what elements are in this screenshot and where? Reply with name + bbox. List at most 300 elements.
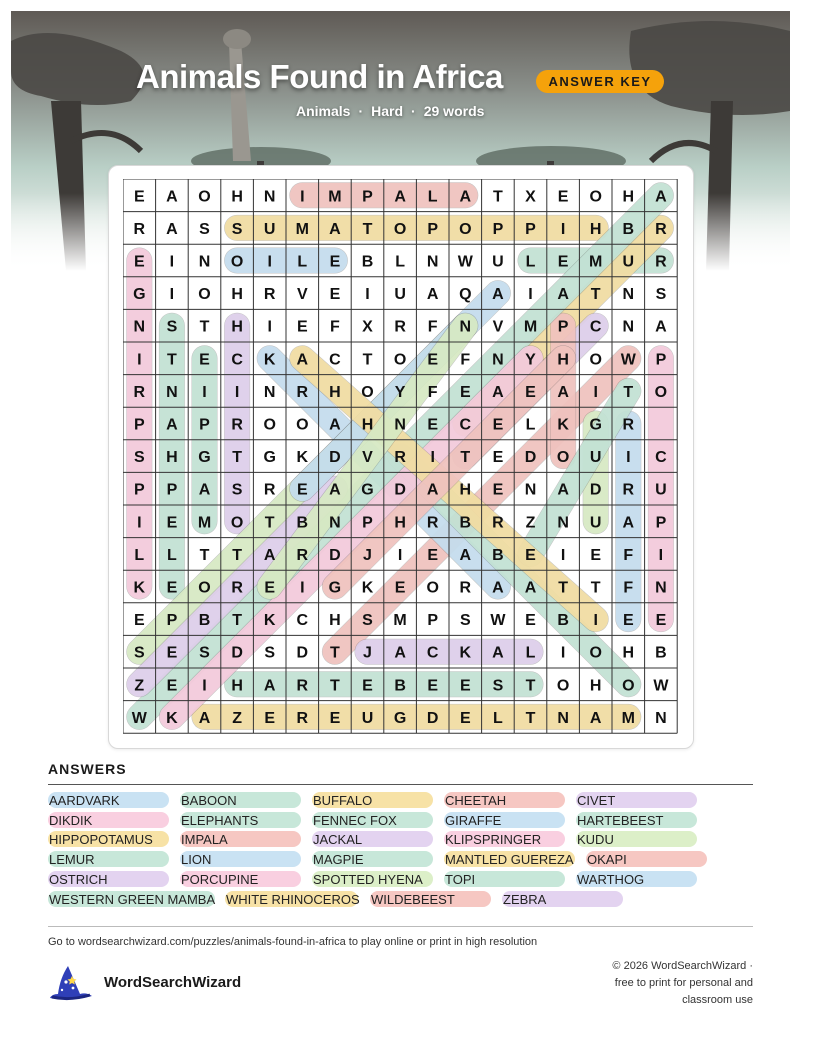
answer-word: PORCUPINE bbox=[180, 871, 301, 887]
grid-letter: E bbox=[525, 612, 536, 630]
grid-letter: O bbox=[198, 286, 211, 304]
grid-letter: E bbox=[329, 286, 341, 304]
grid-letter: O bbox=[589, 351, 602, 369]
grid-letter: N bbox=[133, 318, 146, 336]
grid-letter: P bbox=[362, 188, 373, 206]
grid-letter: G bbox=[361, 481, 374, 499]
difficulty-label: Hard bbox=[371, 103, 404, 119]
grid-letter: E bbox=[329, 253, 341, 271]
answer-word: LEMUR bbox=[48, 851, 169, 867]
grid-letter: A bbox=[394, 644, 406, 662]
grid-letter: E bbox=[394, 579, 406, 597]
grid-letter: T bbox=[232, 449, 242, 467]
grid-letter: V bbox=[492, 318, 504, 336]
answer-word: BABOON bbox=[180, 792, 301, 808]
grid-letter: T bbox=[493, 188, 503, 206]
grid-letter: T bbox=[590, 579, 601, 597]
grid-letter: P bbox=[166, 481, 178, 499]
grid-letter: C bbox=[329, 351, 341, 369]
grid-letter: F bbox=[623, 579, 634, 597]
grid-letter: E bbox=[264, 709, 276, 727]
grid-letter: O bbox=[230, 253, 244, 271]
grid-letter: S bbox=[655, 286, 667, 304]
copyright-line-1: © 2026 WordSearchWizard · bbox=[612, 960, 753, 972]
grid-letter: R bbox=[426, 514, 439, 532]
grid-letter: A bbox=[459, 546, 472, 564]
grid-letter: R bbox=[622, 481, 635, 499]
grid-letter: N bbox=[329, 514, 341, 532]
answer-word: ELEPHANTS bbox=[180, 812, 301, 828]
grid-letter: R bbox=[296, 546, 309, 564]
grid-letter: E bbox=[133, 188, 145, 206]
grid-letter: E bbox=[459, 677, 471, 695]
grid-letter: A bbox=[166, 220, 178, 238]
grid-letter: A bbox=[655, 188, 667, 206]
grid-letter: L bbox=[525, 416, 536, 434]
grid-letter: B bbox=[492, 546, 504, 564]
grid-letter: A bbox=[655, 318, 667, 336]
grid-letter: I bbox=[397, 546, 403, 564]
grid-letter: E bbox=[427, 546, 439, 564]
answer-key-badge: ANSWER KEY bbox=[536, 70, 664, 93]
grid-letter: H bbox=[231, 318, 243, 336]
grid-letter: H bbox=[622, 188, 635, 206]
grid-letter: C bbox=[589, 318, 602, 336]
grid-letter: E bbox=[492, 481, 504, 499]
answer-word: BUFFALO bbox=[312, 792, 433, 808]
grid-letter: R bbox=[231, 579, 243, 597]
grid-letter: A bbox=[329, 481, 341, 499]
grid-letter: F bbox=[330, 318, 340, 336]
grid-letter: E bbox=[166, 579, 178, 597]
grid-letter: F bbox=[427, 318, 438, 336]
grid-letter: I bbox=[202, 383, 207, 401]
grid-letter: A bbox=[557, 383, 569, 401]
grid-letter: A bbox=[198, 709, 211, 727]
grid-letter: P bbox=[557, 318, 569, 336]
grid-letter: I bbox=[300, 188, 305, 206]
answer-word: MANTLED GUEREZA bbox=[445, 852, 574, 868]
grid-letter: E bbox=[427, 416, 439, 434]
copyright-text bbox=[553, 958, 753, 1009]
grid-letter: U bbox=[263, 220, 276, 238]
answer-word: AARDVARK bbox=[48, 792, 169, 808]
answer-word: MAGPIE bbox=[312, 851, 433, 867]
grid-letter: P bbox=[362, 514, 373, 532]
grid-letter: A bbox=[263, 677, 276, 695]
grid-letter: C bbox=[426, 644, 439, 662]
answer-word: CHEETAH bbox=[444, 792, 565, 808]
grid-letter: S bbox=[231, 481, 243, 499]
grid-letter: X bbox=[525, 188, 536, 206]
grid-letter: A bbox=[296, 351, 309, 369]
grid-letter: I bbox=[560, 220, 566, 238]
grid-letter: O bbox=[198, 579, 211, 597]
puzzle-title: Animals Found in Africa bbox=[136, 58, 503, 95]
grid-letter: N bbox=[557, 514, 569, 532]
grid-letter: I bbox=[169, 253, 175, 271]
grid-letter: L bbox=[395, 253, 405, 271]
grid-letter: T bbox=[199, 546, 210, 564]
grid-letter: T bbox=[525, 709, 536, 727]
grid-letter: B bbox=[394, 677, 406, 695]
grid-letter: N bbox=[622, 318, 635, 336]
grid-letter: A bbox=[329, 416, 341, 434]
grid-letter: R bbox=[492, 514, 504, 532]
grid-letter: R bbox=[655, 220, 667, 238]
grid-letter: D bbox=[524, 449, 537, 467]
grid-letter: P bbox=[492, 220, 504, 238]
grid-letter: J bbox=[363, 644, 372, 662]
grid-letter: M bbox=[328, 188, 342, 206]
answer-word: GIRAFFE bbox=[444, 812, 565, 828]
grid-letter: N bbox=[557, 709, 569, 727]
grid-letter: N bbox=[524, 481, 537, 499]
grid-letter: H bbox=[589, 220, 602, 238]
grid-letter: O bbox=[230, 514, 244, 532]
grid-letter: Q bbox=[459, 286, 472, 304]
grid-letter: H bbox=[329, 612, 341, 630]
grid-letter: K bbox=[263, 612, 276, 630]
grid-letter: G bbox=[393, 709, 407, 727]
grid-letter: G bbox=[198, 449, 211, 467]
grid-letter: E bbox=[525, 546, 536, 564]
answer-word: KUDU bbox=[576, 831, 697, 847]
grid-letter: W bbox=[620, 351, 636, 369]
answer-word: SPOTTED HYENA bbox=[312, 871, 433, 887]
grid-letter: O bbox=[393, 351, 407, 369]
grid-letter: N bbox=[459, 318, 472, 336]
grid-letter: D bbox=[329, 546, 341, 564]
grid-letter: F bbox=[623, 546, 634, 564]
grid-letter: I bbox=[593, 383, 598, 401]
grid-letter: R bbox=[622, 416, 635, 434]
grid-letter: Z bbox=[232, 709, 242, 727]
answer-word: WESTERN GREEN MAMBA bbox=[49, 891, 216, 907]
grid-letter: E bbox=[133, 612, 145, 630]
grid-letter: M bbox=[295, 220, 309, 238]
grid-letter: O bbox=[263, 416, 276, 434]
grid-letter: E bbox=[427, 351, 439, 369]
grid-letter: H bbox=[459, 481, 472, 499]
grid-letter: O bbox=[459, 220, 472, 238]
grid-letter: S bbox=[264, 644, 276, 662]
grid-letter: D bbox=[329, 449, 341, 467]
grid-letter: R bbox=[394, 318, 406, 336]
grid-letter: N bbox=[166, 383, 178, 401]
grid-letter: U bbox=[361, 709, 374, 727]
grid-letter: O bbox=[589, 188, 602, 206]
grid-letter: K bbox=[557, 416, 569, 434]
answer-word: CIVET bbox=[576, 792, 697, 808]
grid-letter: P bbox=[427, 220, 439, 238]
grid-letter: B bbox=[198, 612, 211, 630]
grid-letter: L bbox=[427, 188, 438, 206]
grid-letter: D bbox=[394, 481, 406, 499]
grid-letter: T bbox=[460, 449, 471, 467]
grid-letter: R bbox=[263, 286, 276, 304]
grid-letter: R bbox=[394, 449, 406, 467]
grid-letter: N bbox=[263, 383, 276, 401]
grid-letter: K bbox=[459, 644, 472, 662]
answer-word: ZEBRA bbox=[502, 891, 623, 907]
grid-letter: L bbox=[297, 253, 308, 271]
grid-letter: A bbox=[166, 416, 178, 434]
grid-letter: O bbox=[393, 220, 407, 238]
grid-letter: T bbox=[199, 318, 210, 336]
answer-word: KLIPSPRINGER bbox=[444, 831, 565, 847]
grid-letter: C bbox=[459, 416, 472, 434]
category-label: Animals bbox=[296, 103, 351, 119]
grid-letter: N bbox=[655, 579, 667, 597]
grid-letter: M bbox=[589, 253, 603, 271]
grid-letter: S bbox=[362, 612, 373, 630]
grid-letter: A bbox=[263, 546, 276, 564]
grid-letter: T bbox=[590, 286, 601, 304]
grid-letter: V bbox=[296, 286, 308, 304]
grid-letter: W bbox=[490, 612, 506, 630]
grid-letter: I bbox=[202, 677, 207, 695]
grid-letter: E bbox=[459, 709, 471, 727]
grid-letter: A bbox=[492, 579, 504, 597]
grid-letter: E bbox=[166, 514, 178, 532]
grid-letter: M bbox=[523, 318, 538, 336]
grid-letter: A bbox=[426, 286, 439, 304]
grid-letter: N bbox=[492, 351, 504, 369]
grid-letter: B bbox=[622, 220, 635, 238]
grid-letter: N bbox=[655, 709, 667, 727]
grid-letter: O bbox=[198, 188, 211, 206]
grid-letter: K bbox=[133, 579, 146, 597]
grid-letter: U bbox=[622, 253, 635, 271]
grid-letter: U bbox=[394, 286, 406, 304]
grid-letter: T bbox=[558, 579, 568, 597]
grid-letter: T bbox=[264, 514, 275, 532]
answer-word: LION bbox=[180, 851, 301, 867]
grid-letter: L bbox=[134, 546, 145, 564]
grid-letter: H bbox=[231, 286, 243, 304]
answer-word: WARTHOG bbox=[576, 871, 697, 887]
grid-letter: T bbox=[330, 677, 340, 695]
answers-divider bbox=[48, 784, 753, 785]
grid-letter: T bbox=[362, 220, 373, 238]
grid-letter: A bbox=[166, 188, 178, 206]
grid-letter: E bbox=[133, 253, 145, 271]
grid-letter: A bbox=[329, 220, 341, 238]
grid-letter: Y bbox=[525, 351, 536, 369]
answer-word: HARTEBEEST bbox=[576, 812, 697, 828]
grid-letter: F bbox=[427, 383, 438, 401]
grid-letter: T bbox=[330, 644, 340, 662]
grid-letter: B bbox=[557, 612, 569, 630]
copyright-line-3: classroom use bbox=[682, 994, 753, 1006]
grid-letter: D bbox=[296, 644, 309, 662]
grid-letter: I bbox=[658, 546, 664, 564]
grid-letter: A bbox=[394, 188, 406, 206]
grid-letter: T bbox=[232, 546, 242, 564]
grid-letter: O bbox=[556, 677, 570, 695]
grid-letter: K bbox=[361, 579, 374, 597]
grid-letter: E bbox=[492, 449, 504, 467]
answer-word: WILDEBEEST bbox=[370, 891, 491, 907]
grid-letter: A bbox=[459, 188, 472, 206]
grid-letter: C bbox=[231, 351, 243, 369]
grid-letter: E bbox=[459, 383, 471, 401]
grid-letter: Z bbox=[525, 514, 536, 532]
answer-word: FENNEC FOX bbox=[312, 812, 433, 828]
grid-letter: U bbox=[589, 514, 602, 532]
answer-word: WHITE RHINOCEROS bbox=[226, 891, 360, 907]
grid-letter: H bbox=[589, 677, 602, 695]
grid-letter: P bbox=[655, 351, 667, 369]
grid-letter: S bbox=[133, 449, 145, 467]
grid-letter: P bbox=[199, 416, 210, 434]
grid-letter: I bbox=[137, 514, 142, 532]
grid-letter: I bbox=[137, 351, 142, 369]
grid-letter: G bbox=[589, 416, 602, 434]
grid-letter: G bbox=[263, 449, 276, 467]
grid-letter: L bbox=[493, 709, 503, 727]
answer-word: TOPI bbox=[444, 871, 565, 887]
grid-letter: T bbox=[623, 383, 634, 401]
grid-letter: T bbox=[232, 612, 242, 630]
grid-letter: E bbox=[492, 416, 504, 434]
grid-letter: C bbox=[296, 612, 309, 630]
grid-letter: S bbox=[459, 612, 471, 630]
grid-letter: K bbox=[296, 449, 309, 467]
grid-letter: E bbox=[329, 709, 341, 727]
grid-letter: Z bbox=[134, 677, 145, 695]
grid-letter: G bbox=[133, 286, 146, 304]
grid-letter: N bbox=[394, 416, 406, 434]
grid-letter: R bbox=[296, 677, 309, 695]
grid-letter: O bbox=[589, 644, 602, 662]
grid-letter: O bbox=[622, 677, 635, 695]
grid-letter: P bbox=[525, 220, 536, 238]
grid-letter: M bbox=[621, 709, 635, 727]
grid-letter: X bbox=[362, 318, 373, 336]
grid-letter: I bbox=[169, 286, 175, 304]
grid-letter: I bbox=[528, 286, 533, 304]
grid-letter: L bbox=[525, 644, 536, 662]
grid-letter: H bbox=[557, 351, 569, 369]
grid-letter: E bbox=[655, 612, 667, 630]
grid-letter: I bbox=[300, 579, 305, 597]
grid-letter: U bbox=[492, 253, 504, 271]
grid-letter: T bbox=[167, 351, 177, 369]
grid-letter: J bbox=[363, 546, 372, 564]
grid-letter: B bbox=[361, 253, 374, 271]
grid-letter: H bbox=[231, 188, 243, 206]
grid-letter: R bbox=[133, 383, 146, 401]
grid-letter: E bbox=[166, 644, 178, 662]
grid-letter: I bbox=[365, 286, 370, 304]
grid-letter: E bbox=[427, 677, 439, 695]
grid-letter: S bbox=[133, 644, 145, 662]
grid-letter: K bbox=[166, 709, 178, 727]
grid-letter: E bbox=[264, 579, 276, 597]
grid-letter: R bbox=[263, 481, 276, 499]
grid-letter: B bbox=[655, 644, 667, 662]
grid-letter: O bbox=[556, 449, 570, 467]
answer-word: DIKDIK bbox=[48, 812, 169, 828]
grid-letter: M bbox=[393, 612, 407, 630]
grid-letter: T bbox=[525, 677, 536, 695]
grid-letter: E bbox=[622, 612, 634, 630]
grid-letter: E bbox=[199, 351, 210, 369]
grid-letter: H bbox=[166, 449, 178, 467]
answer-word: JACKAL bbox=[312, 831, 433, 847]
grid-letter: O bbox=[361, 383, 374, 401]
grid-letter: U bbox=[655, 481, 667, 499]
grid-letter: I bbox=[234, 383, 240, 401]
grid-letter: A bbox=[492, 286, 504, 304]
grid-letter: I bbox=[430, 449, 435, 467]
grid-letter: R bbox=[655, 253, 667, 271]
grid-letter: E bbox=[362, 677, 373, 695]
grid-letter: I bbox=[560, 546, 566, 564]
grid-letter: O bbox=[296, 416, 309, 434]
grid-letter: A bbox=[492, 644, 504, 662]
grid-letter: I bbox=[626, 449, 631, 467]
grid-letter: O bbox=[426, 579, 439, 597]
grid-letter: S bbox=[199, 220, 210, 238]
grid-letter: H bbox=[361, 416, 374, 434]
grid-letter: I bbox=[593, 612, 598, 630]
answer-word: HIPPOPOTAMUS bbox=[48, 831, 169, 847]
grid-letter: A bbox=[198, 481, 211, 499]
grid-letter: P bbox=[133, 416, 145, 434]
answer-word: OSTRICH bbox=[48, 871, 169, 887]
answers-heading: ANSWERS bbox=[48, 761, 127, 777]
grid-letter: H bbox=[622, 644, 635, 662]
grid-letter: V bbox=[362, 449, 373, 467]
grid-letter: E bbox=[590, 546, 602, 564]
grid-letter: B bbox=[296, 514, 309, 532]
grid-letter: N bbox=[263, 188, 276, 206]
grid-letter: P bbox=[133, 481, 145, 499]
grid-letter: R bbox=[133, 220, 146, 238]
grid-letter: N bbox=[622, 286, 635, 304]
grid-letter: A bbox=[524, 579, 537, 597]
grid-letter: H bbox=[231, 677, 243, 695]
grid-letter: Y bbox=[394, 383, 406, 401]
grid-letter: L bbox=[167, 546, 177, 564]
grid-letter: R bbox=[231, 416, 243, 434]
grid-letter: G bbox=[328, 579, 342, 597]
grid-letter: P bbox=[427, 612, 439, 630]
grid-letter: R bbox=[296, 383, 309, 401]
grid-letter: E bbox=[557, 253, 569, 271]
grid-letter: H bbox=[394, 514, 406, 532]
grid-letter: W bbox=[457, 253, 473, 271]
grid-letter: E bbox=[296, 318, 308, 336]
grid-letter: D bbox=[231, 644, 243, 662]
grid-letter: R bbox=[296, 709, 309, 727]
brand-name: WordSearchWizard bbox=[104, 974, 242, 991]
grid-letter: I bbox=[267, 318, 272, 336]
grid-letter: E bbox=[525, 383, 536, 401]
grid-letter: U bbox=[589, 449, 602, 467]
grid-letter: L bbox=[525, 253, 536, 271]
grid-letter: S bbox=[166, 318, 178, 336]
grid-letter: A bbox=[622, 514, 635, 532]
grid-letter: E bbox=[166, 677, 178, 695]
grid-letter: N bbox=[198, 253, 211, 271]
grid-letter: B bbox=[459, 514, 472, 532]
footer-link-text[interactable]: Go to wordsearchwizard.com/puzzles/animals-found-in-africa to play online or print in high resolution bbox=[48, 936, 538, 948]
word-search-grid bbox=[123, 179, 678, 734]
